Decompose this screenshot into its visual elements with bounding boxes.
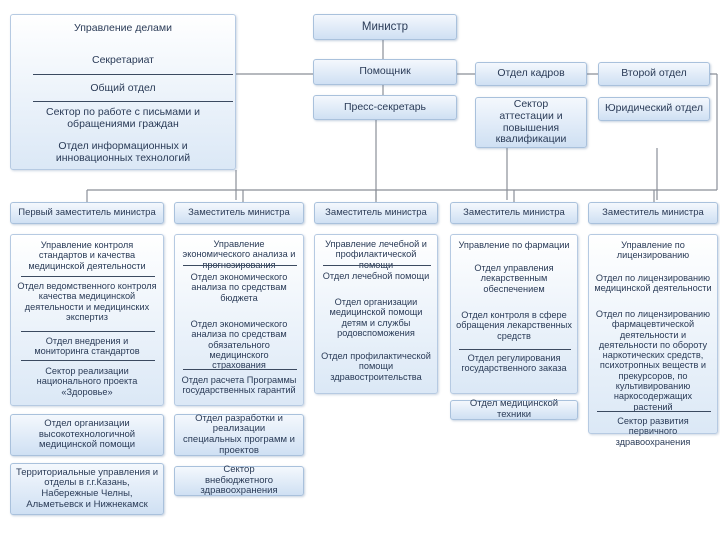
pharma-licensing-department: Отдел по лицензированию фармацевтической деятельности и деятельности по обороту наркотических средств, психотропных веществ и прекурсоров, по культивированию наркосодержащих растений (595, 309, 711, 412)
general-department: Общий отдел (90, 82, 156, 94)
press-secretary-box: Пресс-секретарь (313, 95, 457, 120)
child-maternity-department: Отдел организации медицинской помощи детям и службы родовспоможения (329, 297, 423, 338)
medical-care-directorate: Управление лечебной и профилактической помощи (325, 239, 427, 270)
zdorovye-project-sector: Сектор реализации национального проекта «Здоровье» (36, 366, 138, 397)
budget-analysis-department: Отдел экономического анализа по средствам бюджета (190, 272, 288, 303)
assistant-box: Помощник (313, 59, 457, 85)
extrabudgetary-sector-box: Сектор внебюджетного здравоохранения (174, 466, 304, 496)
it-innovation-department: Отдел информационных и инновационных технологий (55, 140, 191, 164)
economic-analysis-panel (174, 234, 304, 406)
medical-licensing-department: Отдел по лицензированию медицинской деятельности (594, 273, 712, 294)
citizen-letters-sector: Сектор по работе с письмами и обращениями граждан (46, 106, 200, 130)
licensing-panel (588, 234, 718, 447)
legal-department-box: Юридический отдел (598, 97, 710, 121)
quality-control-panel (10, 234, 164, 406)
treatment-department: Отдел лечебной помощи (322, 271, 430, 281)
oms-analysis-department: Отдел экономического анализа по средствам обязательного медицинского страхования (190, 319, 288, 371)
standards-monitoring-department: Отдел внедрения и мониторинга стандартов (34, 336, 140, 357)
medical-care-panel (314, 234, 438, 394)
minister-box: Министр (313, 14, 457, 40)
state-guarantees-department: Отдел расчета Программы государственных гарантий (181, 375, 297, 396)
drug-supply-department: Отдел управления лекарственным обеспечением (474, 263, 554, 294)
deputy-minister-4-box: Заместитель министра (450, 202, 578, 224)
administration-header: Управление делами (74, 22, 172, 34)
quality-control-directorate: Управление контроля стандартов и качества медицинской деятельности (28, 240, 146, 271)
high-tech-care-box: Отдел организации высокотехнологичной медицинской помощи (10, 414, 164, 456)
hr-department-box: Отдел кадров (475, 62, 587, 86)
first-deputy-minister-box: Первый заместитель министра (10, 202, 164, 224)
special-programs-box: Отдел разработки и реализации специальных программ и проектов (174, 414, 304, 456)
primary-care-sector: Сектор развития первичного здравоохранения (615, 416, 691, 447)
secretariat: Секретариат (91, 54, 154, 66)
prevention-department: Отдел профилактической помощи здравостроительства (321, 351, 431, 382)
economic-analysis-directorate: Управление экономического анализа и прогнозирования (182, 239, 296, 270)
pharmacy-panel (450, 234, 578, 394)
state-order-department: Отдел регулирования государственного заказа (461, 353, 567, 374)
deputy-minister-5-box: Заместитель министра (588, 202, 718, 224)
deputy-minister-2-box: Заместитель министра (174, 202, 304, 224)
pharmacy-directorate: Управление по фармации (458, 240, 570, 250)
territorial-directorates-box: Территориальные управления и отделы в г.г.Казань, Набережные Челны, Альметьевск и Нижнекамск (10, 463, 164, 515)
departmental-quality-control-department: Отдел ведомственного контроля качества медицинской деятельности и медицинских экспертиз (17, 281, 157, 322)
deputy-minister-3-box: Заместитель министра (314, 202, 438, 224)
administration-panel (10, 14, 236, 170)
medical-equipment-box: Отдел медицинской техники (450, 400, 578, 420)
attestation-sector-box: Сектор аттестации и повышения квалификации (475, 97, 587, 148)
licensing-directorate: Управление по лицензированию (616, 240, 690, 261)
drug-circulation-control-department: Отдел контроля в сфере обращения лекарственных средств (456, 310, 572, 341)
second-department-box: Второй отдел (598, 62, 710, 86)
